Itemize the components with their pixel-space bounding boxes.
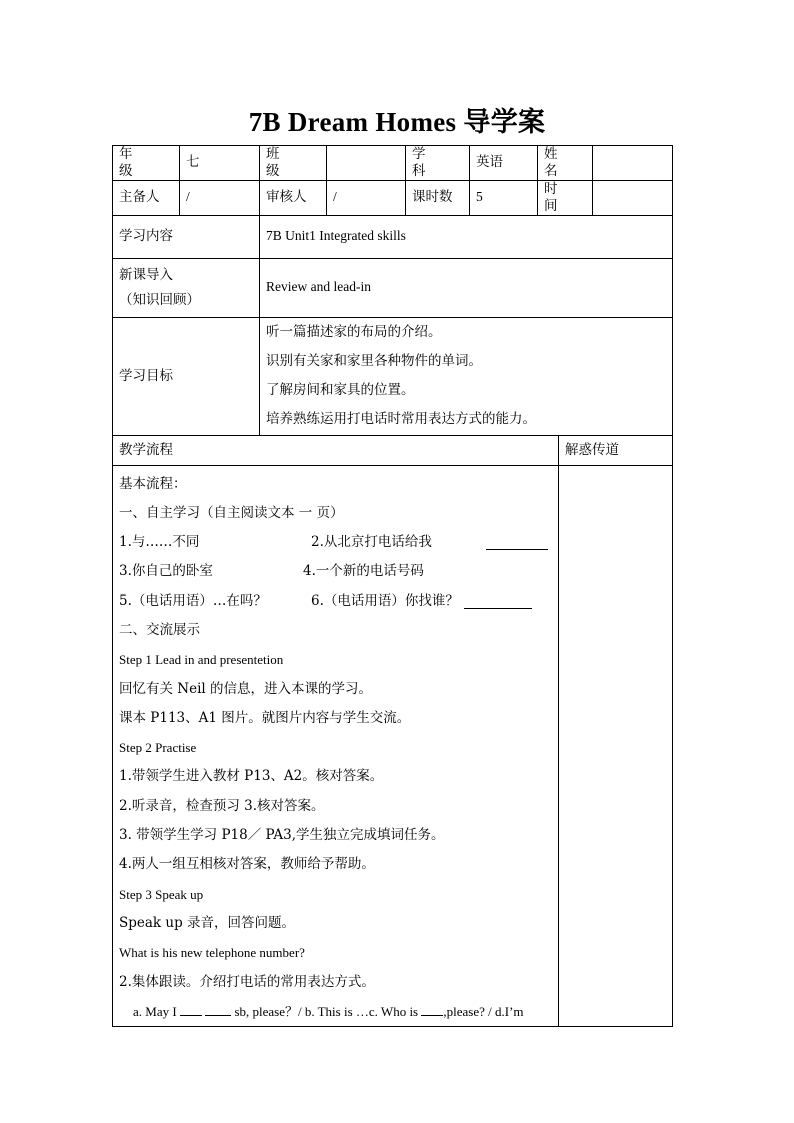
content-row xyxy=(113,215,673,258)
lead-in-value: Review and lead-in xyxy=(260,258,673,317)
flow-q-row-3 xyxy=(119,587,552,616)
answer-blank xyxy=(421,1003,443,1016)
subject-value: 英语 xyxy=(470,146,538,181)
class-label: 班 级 xyxy=(260,146,327,181)
flow-row xyxy=(113,465,673,1027)
goals-list xyxy=(260,317,673,435)
hours-value: 5 xyxy=(470,180,538,215)
answer-blank xyxy=(180,1003,202,1016)
lead-in-label-line1: 新课导入 xyxy=(119,266,173,283)
page-title: 7B Dream Homes 导学案 xyxy=(248,107,546,137)
time-label: 时 间 xyxy=(538,180,593,215)
flow-header-left: 教学流程 xyxy=(113,435,559,465)
lesson-plan-table xyxy=(112,145,673,1027)
flow-q2: 2.从北京打电话给我 xyxy=(311,534,432,551)
name-value xyxy=(593,146,673,181)
info-row-1 xyxy=(113,146,673,181)
class-value xyxy=(327,146,406,181)
flow-q5: 5.（电话用语）…在吗？ xyxy=(119,592,267,609)
flow-step1-b: 课本 P113、A1 图片。就图片内容与学生交流。 xyxy=(119,709,411,726)
flow-q1: 1.与……不同 xyxy=(119,534,200,551)
flow-step1-a: 回忆有关 Neil 的信息，进入本课的学习。 xyxy=(119,680,373,697)
flow-header-right: 解惑传道 xyxy=(559,435,673,465)
content-value: 7B Unit1 Integrated skills xyxy=(260,215,673,258)
grade-label: 年 级 xyxy=(113,146,180,181)
flow-step3-d xyxy=(119,997,552,1026)
flow-step3-c: 2.集体跟读。介绍打电话的常用表达方式。 xyxy=(119,973,375,990)
flow-q-row-1 xyxy=(119,528,552,557)
expr-b: sb, please？/ b. This is …c. Who is xyxy=(234,1003,419,1019)
flow-step3-b: What is his new telephone number? xyxy=(119,945,305,961)
flow-q6: 6.（电话用语）你找谁？ xyxy=(311,592,459,609)
flow-notes-column xyxy=(559,465,673,1027)
content-label: 学习内容 xyxy=(113,215,260,258)
flow-content xyxy=(113,465,559,1027)
flow-step2-c: 3. 带领学生学习 P18／ PA3,学生独立完成填词任务。 xyxy=(119,827,445,844)
flow-self-study: 一、自主学习（自主阅读文本 一 页） xyxy=(119,504,344,521)
lead-in-label-line2: （知识回顾） xyxy=(119,291,200,308)
goals-row xyxy=(113,317,673,435)
goal-item: 培养熟练运用打电话时常用表达方式的能力。 xyxy=(266,411,536,427)
time-value xyxy=(593,180,673,215)
flow-step3: Step 3 Speak up xyxy=(119,886,204,902)
flow-step2: Step 2 Practise xyxy=(119,740,197,756)
lead-in-row xyxy=(113,258,673,317)
flow-step2-d: 4.两人一组互相核对答案，教师给予帮助。 xyxy=(119,856,375,873)
answer-blank xyxy=(486,537,548,550)
flow-step1: Step 1 Lead in and presentetion xyxy=(119,652,284,668)
preparer-value: / xyxy=(180,180,260,215)
answer-blank xyxy=(205,1003,231,1016)
reviewer-label: 审核人 xyxy=(260,180,327,215)
grade-value: 七 xyxy=(180,146,260,181)
flow-step2-b: 2.听录音，检查预习 3.核对答案。 xyxy=(119,797,325,814)
flow-q3: 3.你自己的卧室 xyxy=(119,563,213,580)
flow-exchange: 二、交流展示 xyxy=(119,621,200,638)
goal-item: 了解房间和家具的位置。 xyxy=(266,382,415,398)
lead-in-label xyxy=(113,258,260,317)
flow-basic: 基本流程： xyxy=(119,475,187,492)
flow-q4: 4.一个新的电话号码 xyxy=(303,563,424,580)
expr-c: ,please? / d.I’m xyxy=(443,1003,524,1019)
flow-step2-a: 1.带领学生进入教材 P13、A2。核对答案。 xyxy=(119,768,384,785)
flow-q-row-2 xyxy=(119,557,552,586)
goal-item: 听一篇描述家的布局的介绍。 xyxy=(266,324,442,340)
expr-a: a. May I xyxy=(133,1003,177,1019)
name-label: 姓 名 xyxy=(538,146,593,181)
reviewer-value: / xyxy=(327,180,406,215)
hours-label: 课时数 xyxy=(406,180,470,215)
subject-label: 学 科 xyxy=(406,146,470,181)
goals-label: 学习目标 xyxy=(113,317,260,435)
flow-header-row xyxy=(113,435,673,465)
preparer-label: 主备人 xyxy=(113,180,180,215)
goal-item: 识别有关家和家里各种物件的单词。 xyxy=(266,353,482,369)
flow-step3-a: Speak up 录音，回答问题。 xyxy=(119,914,296,931)
answer-blank xyxy=(464,596,532,609)
info-row-2 xyxy=(113,180,673,215)
